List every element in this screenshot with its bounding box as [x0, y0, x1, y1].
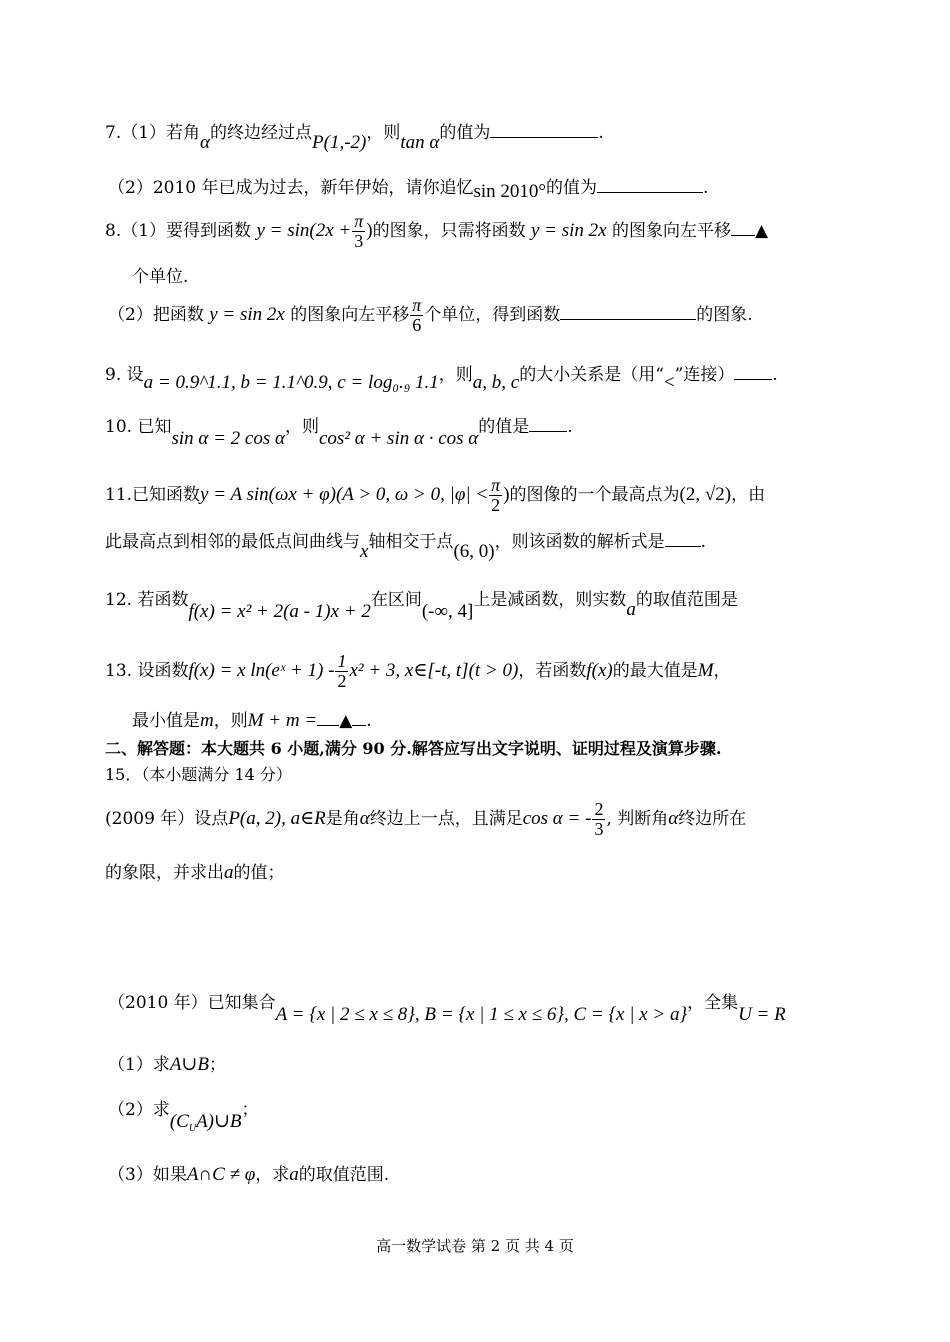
fraction: $\frac{2}{3}$	[594, 799, 604, 839]
q7-part1: 7.（1）若角α的终边经过点P(1,-2)，则tan α的值为 .	[105, 123, 604, 153]
q11-line1: 11.已知函数y = A sin(ωx + φ)(A > 0, ω > 0, |φ| < $\frac{\pi}{2}$ )的图像的一个最高点为(2, √2)，由	[105, 475, 766, 515]
fraction: $\frac{1}{2}$	[337, 651, 347, 691]
fraction: $\frac{\pi}{3}$	[354, 211, 364, 251]
alpha-symbol: α	[200, 132, 211, 153]
answer-blank	[734, 365, 772, 380]
q9: 9. 设a = 0.9^1.1, b = 1.1^0.9, c = log₀.₉ 1.1，则a, b, c的大小关系是（用“<”连接） .	[105, 365, 778, 393]
q8-part1: 8.（1）要得到函数 y = sin(2x + $\frac{\pi}{3}$ )的图象，只需将函数 y = sin 2x 的图象向左平移 ▲	[105, 211, 769, 251]
q15-sub1: （1）求A∪B；	[108, 1054, 226, 1075]
triangle-icon: ▲	[339, 711, 353, 731]
fraction: $\frac{\pi}{6}$	[412, 295, 422, 335]
q8-part2: （2）把函数 y = sin 2x 的图象向左平移 $\frac{\pi}{6}$ 个单位，得到函数 的图象.	[108, 295, 753, 335]
answer-blank	[490, 123, 598, 138]
q8-part1-cont: 个单位.	[132, 267, 189, 287]
answer-blank	[665, 532, 701, 547]
q15-sub3: （3）如果A∩C ≠ φ，求a的取值范围.	[108, 1164, 390, 1185]
section-heading: 二、解答题：本大题共 6 小题,满分 90 分.解答应写出文字说明、证明过程及演算步骤.	[105, 739, 722, 758]
page-footer: 高一数学试卷 第 2 页 共 4 页	[376, 1237, 574, 1255]
fraction: $\frac{\pi}{2}$	[491, 475, 501, 515]
q15-sub2: （2）求$(C_UA)\cup B$；	[108, 1100, 259, 1135]
q15-label: 15．（本小题满分 14 分）	[105, 765, 292, 784]
answer-blank	[529, 417, 567, 432]
q15-part-a-line1: (2009 年）设点P(a, 2), a∈R是角α终边上一点，且满足cos α = - $\frac{2}{3}$ , 判断角α终边所在	[105, 799, 747, 839]
point-p: P(1,-2)	[312, 132, 367, 153]
q11-line2: 此最高点到相邻的最低点间曲线与x轴相交于点(6, 0)，则该函数的解析式是 .	[105, 532, 706, 562]
answer-blank	[597, 178, 703, 193]
q10: 10. 已知sin α = 2 cos α，则cos² α + sin α · cos α的值是 .	[105, 417, 573, 449]
q12: 12. 若函数f(x) = x² + 2(a - 1)x + 2在区间(-∞, 4]上是减函数，则实数a的取值范围是	[105, 590, 738, 622]
answer-blank	[560, 305, 696, 320]
q15-part-b: （2010 年）已知集合A = {x | 2 ≤ x ≤ 8}, B = {x | 1 ≤ x ≤ 6}, C = {x | x > a}，全集U = R	[108, 993, 786, 1025]
q13-line2: 最小值是m，则M + m = ▲ .	[132, 710, 372, 731]
q13-line1: 13. 设函数f(x) = x ln(eˣ + 1) - $\frac{1}{2}$ x² + 3, x∈[-t, t](t > 0)，若函数f(x)的最大值是M，	[105, 651, 731, 691]
q15-part-a-line2: 的象限，并求出a的值；	[105, 862, 285, 883]
q7-part2: （2）2010 年已成为过去，新年伊始，请你追忆sin 2010°的值为 .	[108, 178, 709, 202]
triangle-icon: ▲	[755, 220, 769, 241]
